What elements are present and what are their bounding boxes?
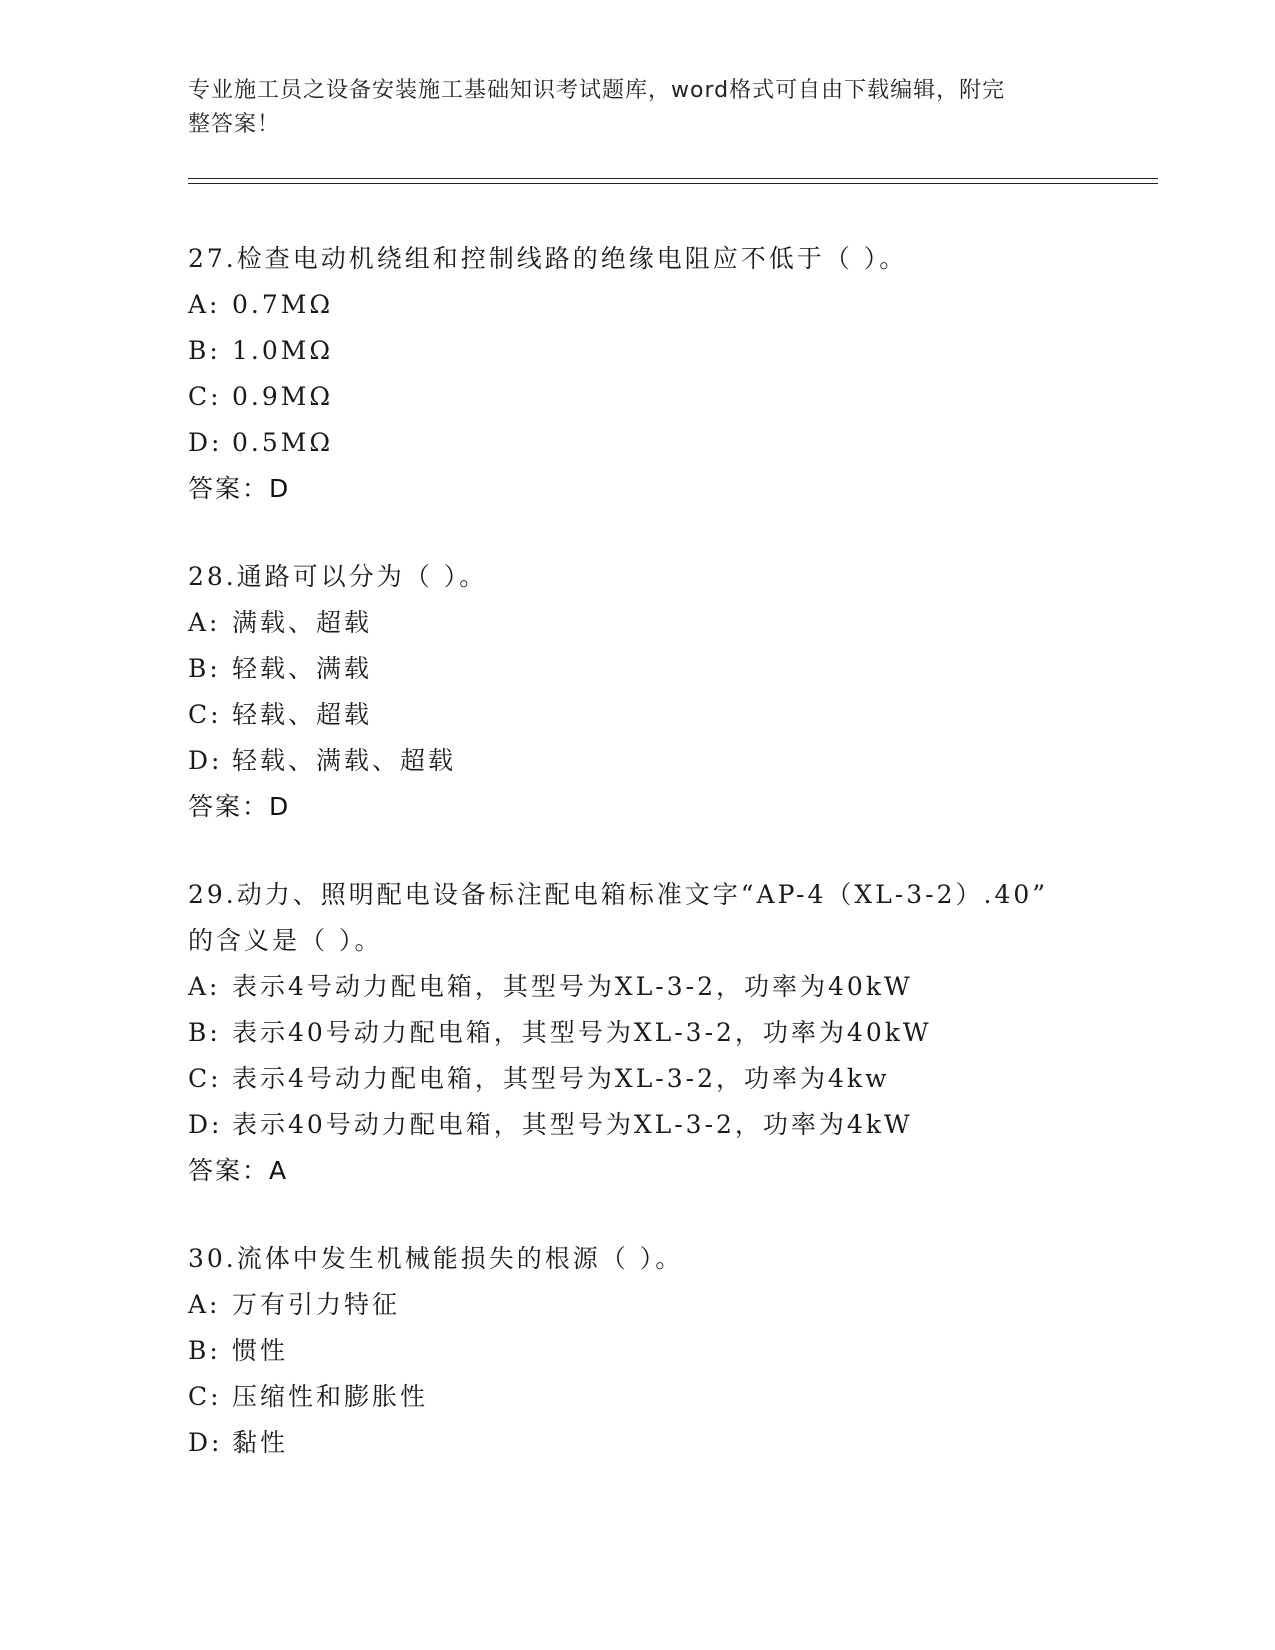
option-a	[188, 1282, 1158, 1328]
option-letter: A:	[188, 1290, 221, 1319]
option-letter: B:	[188, 654, 221, 683]
option-d	[188, 1420, 1158, 1466]
question-stem: 28.通路可以分为（ ）。	[188, 562, 488, 591]
option-text: 0.9MΩ	[232, 382, 334, 411]
option-letter: D:	[188, 746, 223, 775]
option-letter: A:	[188, 608, 221, 637]
option-b	[188, 1010, 1158, 1056]
option-text: 1.0MΩ	[232, 336, 334, 365]
option-text: 表示40号动力配电箱，其型号为XL-3-2，功率为40kW	[232, 1018, 932, 1047]
header-line-1: 专业施工员之设备安装施工基础知识考试题库，word格式可自由下载编辑，附完	[188, 78, 1006, 103]
option-text: 满载、超载	[232, 608, 373, 637]
option-letter: A:	[188, 972, 221, 1001]
question-30	[188, 1236, 1158, 1466]
question-stem: 27.检查电动机绕组和控制线路的绝缘电阻应不低于（ ）。	[188, 244, 908, 273]
option-letter: A:	[188, 290, 221, 319]
option-text: 表示40号动力配电箱，其型号为XL-3-2，功率为4kW	[232, 1110, 913, 1139]
option-letter: B:	[188, 1018, 221, 1047]
answer: 答案：D	[188, 792, 291, 821]
option-c	[188, 1374, 1158, 1420]
option-text: 表示4号动力配电箱，其型号为XL-3-2，功率为40kW	[232, 972, 913, 1001]
question-stem-continued: 的含义是（ ）。	[188, 926, 383, 955]
option-c	[188, 692, 1158, 738]
option-a	[188, 964, 1158, 1010]
question-stem: 30.流体中发生机械能损失的根源（ ）。	[188, 1244, 684, 1273]
option-c	[188, 1056, 1158, 1102]
option-letter: C:	[188, 700, 222, 729]
option-text: 惯性	[232, 1336, 289, 1365]
header-divider-bottom	[188, 183, 1158, 184]
option-a	[188, 282, 1158, 328]
header-line-2: 整答案！	[188, 112, 281, 137]
option-text: 压缩性和膨胀性	[232, 1382, 429, 1411]
option-text: 轻载、超载	[232, 700, 373, 729]
option-letter: C:	[188, 1064, 222, 1093]
option-text: 万有引力特征	[232, 1290, 401, 1319]
option-b	[188, 328, 1158, 374]
option-a	[188, 600, 1158, 646]
option-letter: D:	[188, 428, 223, 457]
question-28	[188, 554, 1158, 830]
option-d	[188, 1102, 1158, 1148]
option-text: 轻载、满载	[232, 654, 373, 683]
answer: 答案：D	[188, 474, 291, 503]
option-letter: B:	[188, 336, 221, 365]
option-text: 黏性	[232, 1428, 289, 1457]
option-c	[188, 374, 1158, 420]
question-29	[188, 872, 1158, 1194]
header-divider-top	[188, 178, 1158, 179]
option-text: 轻载、满载、超载	[232, 746, 457, 775]
option-b	[188, 1328, 1158, 1374]
option-letter: C:	[188, 1382, 222, 1411]
option-letter: D:	[188, 1428, 223, 1457]
option-letter: D:	[188, 1110, 223, 1139]
option-d	[188, 738, 1158, 784]
question-stem: 29.动力、照明配电设备标注配电箱标准文字“AP-4（XL-3-2）.40”	[188, 880, 1049, 909]
document-header	[188, 74, 1068, 142]
option-d	[188, 420, 1158, 466]
option-text: 0.5MΩ	[232, 428, 334, 457]
option-letter: C:	[188, 382, 222, 411]
option-b	[188, 646, 1158, 692]
question-27	[188, 236, 1158, 512]
option-text: 0.7MΩ	[232, 290, 334, 319]
question-list	[188, 236, 1158, 1508]
option-text: 表示4号动力配电箱，其型号为XL-3-2，功率为4kw	[232, 1064, 890, 1093]
answer: 答案：A	[188, 1156, 289, 1185]
option-letter: B:	[188, 1336, 221, 1365]
